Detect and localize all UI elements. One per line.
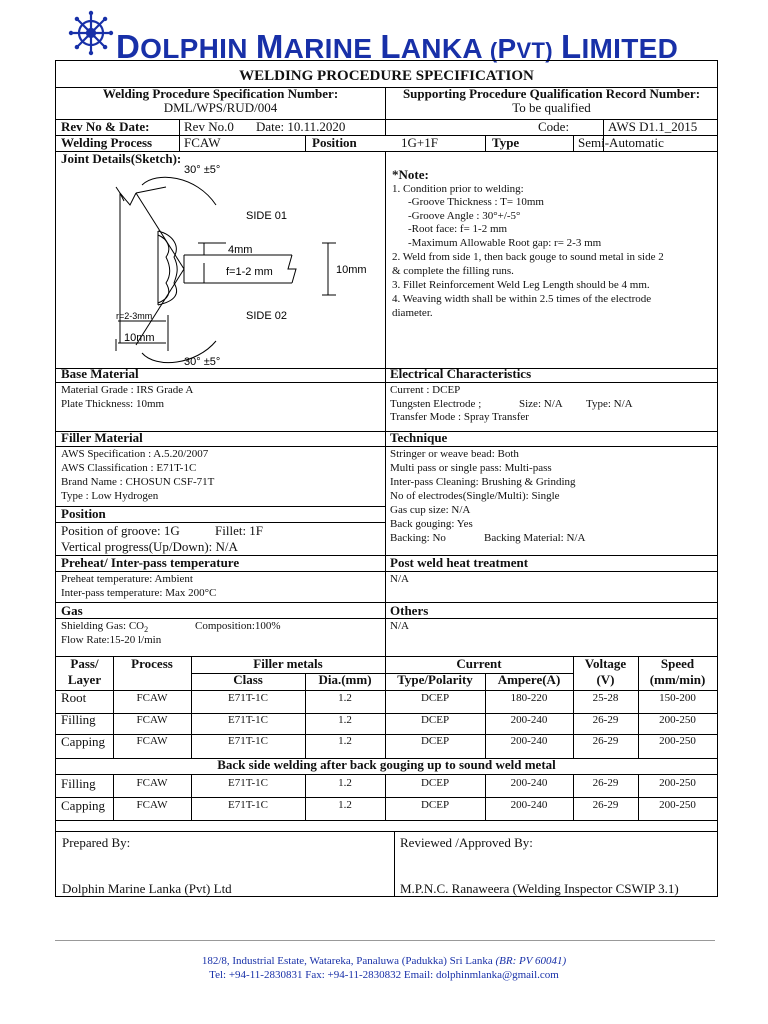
- note-line: diameter.: [392, 307, 433, 319]
- sketch-thickness: 10mm: [336, 264, 367, 276]
- base-material-line: Material Grade : IRS Grade A: [61, 384, 194, 396]
- welding-process-label: Welding Process: [61, 135, 153, 150]
- ship-wheel-logo-icon: [68, 10, 114, 56]
- note-title: *Note:: [392, 167, 429, 182]
- prepared-by-name: Dolphin Marine Lanka (Pvt) Ltd: [62, 881, 232, 896]
- note-line: 3. Fillet Reinforcement Weld Leg Length should be 4 mm.: [392, 279, 650, 291]
- electrical-tungsten: Tungsten Electrode ;: [390, 398, 482, 410]
- joint-details-label: Joint Details(Sketch):: [61, 151, 182, 166]
- footer-contact: Tel: +94-11-2830831 Fax: +94-11-2830832 Email: dolphinmlanka@gmail.com: [209, 969, 559, 981]
- col-voltage: Voltage: [584, 656, 627, 671]
- cell: 150-200: [659, 692, 696, 704]
- col-dia: Dia.(mm): [318, 672, 372, 687]
- note-line: -Maximum Allowable Root gap: r= 2-3 mm: [408, 237, 602, 249]
- gas-flow-rate: Flow Rate:15-20 l/min: [61, 634, 162, 646]
- code-label: Code:: [538, 119, 570, 134]
- footer-divider: [55, 940, 715, 941]
- cell: 26-29: [592, 777, 619, 789]
- position-groove: Position of groove: 1G: [61, 523, 180, 538]
- cell: E71T-1C: [228, 799, 268, 811]
- sketch-root-gap: r=2-3mm: [116, 311, 153, 321]
- technique-line: Multi pass or single pass: Multi-pass: [390, 462, 552, 474]
- position-value: 1G+1F: [401, 135, 438, 150]
- position-fillet: Fillet: 1F: [215, 523, 264, 538]
- note-line: 1. Condition prior to welding:: [392, 183, 524, 195]
- rev-label: Rev No & Date:: [61, 119, 150, 134]
- cell: FCAW: [136, 714, 168, 726]
- cell: DCEP: [420, 735, 450, 747]
- pwht-title: Post weld heat treatment: [390, 555, 529, 570]
- technique-line: Gas cup size: N/A: [390, 504, 471, 516]
- cell: FCAW: [136, 799, 168, 811]
- technique-backing-material: Backing Material: N/A: [484, 532, 586, 544]
- technique-line: Back gouging: Yes: [390, 518, 473, 530]
- preheat-title: Preheat/ Inter-pass temperature: [61, 555, 240, 570]
- welding-process-value: FCAW: [184, 135, 221, 150]
- filler-line: Type : Low Hydrogen: [61, 490, 159, 502]
- cell: E71T-1C: [228, 735, 268, 747]
- cell: DCEP: [420, 799, 450, 811]
- base-material-title: Base Material: [61, 366, 139, 381]
- technique-backing: Backing: No: [390, 532, 446, 544]
- cell: Capping: [61, 798, 106, 813]
- position-vertical: Vertical progress(Up/Down): N/A: [61, 539, 238, 554]
- form-title: WELDING PROCEDURE SPECIFICATION: [239, 68, 534, 84]
- cell: FCAW: [136, 735, 168, 747]
- electrical-size: Size: N/A: [519, 398, 563, 410]
- cell: 25-28: [592, 692, 619, 704]
- sketch-width: 10mm: [124, 332, 155, 344]
- sketch-angle-top: 30° ±5°: [184, 165, 221, 176]
- cell: 1.2: [338, 735, 352, 747]
- cell: DCEP: [420, 692, 450, 704]
- cell: 1.2: [338, 799, 352, 811]
- wps-number-label: Welding Procedure Specification Number:: [102, 86, 339, 101]
- filler-title: Filler Material: [61, 430, 143, 445]
- base-material-line: Plate Thickness: 10mm: [61, 398, 165, 410]
- rev-date: Date: 10.11.2020: [256, 119, 346, 134]
- cell: FCAW: [136, 692, 168, 704]
- cell: 200-250: [659, 777, 696, 789]
- filler-line: AWS Classification : E71T-1C: [61, 462, 197, 474]
- col-class: Class: [233, 672, 263, 687]
- cell: Filling: [61, 776, 96, 791]
- cell: 200-240: [510, 799, 548, 811]
- electrical-title: Electrical Characteristics: [390, 366, 532, 381]
- pqr-number-value: To be qualified: [512, 100, 591, 115]
- technique-line: No of electrodes(Single/Multi): Single: [390, 490, 560, 502]
- cell: Filling: [61, 712, 96, 727]
- sketch-side2: SIDE 02: [246, 310, 287, 322]
- col-speed: Speed: [660, 656, 695, 671]
- cell: E71T-1C: [228, 777, 268, 789]
- position-title: Position: [61, 506, 106, 521]
- note-line: 4. Weaving width shall be within 2.5 times of the electrode: [392, 293, 652, 305]
- col-filler: Filler metals: [253, 656, 323, 671]
- type-value: Semi-Automatic: [578, 135, 664, 150]
- note-line: -Root face: f= 1-2 mm: [408, 223, 508, 235]
- note-line: -Groove Thickness : T= 10mm: [408, 196, 544, 208]
- wps-number-value: DML/WPS/RUD/004: [163, 100, 278, 115]
- cell: 200-240: [510, 735, 548, 747]
- cell: DCEP: [420, 714, 450, 726]
- company-name: DOLPHIN MARINE LANKA (PVT) LIMITED: [116, 28, 679, 65]
- sketch-side1: SIDE 01: [246, 210, 287, 222]
- col-speed-unit: (mm/min): [649, 672, 706, 687]
- cell: 26-29: [592, 735, 619, 747]
- cell: DCEP: [420, 777, 450, 789]
- code-value: AWS D1.1_2015: [608, 119, 698, 134]
- col-type-polarity: Type/Polarity: [397, 672, 473, 687]
- col-ampere: Ampere(A): [497, 672, 561, 687]
- cell: 200-250: [659, 799, 696, 811]
- filler-line: AWS Specification : A.5.20/2007: [61, 448, 209, 460]
- cell: 180-220: [510, 692, 548, 704]
- sketch-angle-bottom: 30° ±5°: [184, 356, 221, 368]
- note-line: 2. Weld from side 1, then back gouge to sound metal in side 2: [392, 251, 664, 263]
- preheat-line: Preheat temperature: Ambient: [61, 573, 193, 585]
- others-value: N/A: [390, 620, 409, 632]
- prepared-by-label: Prepared By:: [62, 835, 131, 850]
- cell: 200-250: [659, 714, 696, 726]
- back-side-title: Back side welding after back gouging up to sound weld metal: [217, 757, 556, 772]
- sketch-root-face: f=1-2 mm: [226, 266, 273, 278]
- cell: 1.2: [338, 714, 352, 726]
- position-label: Position: [312, 135, 357, 150]
- note-line: & complete the filling runs.: [392, 265, 514, 277]
- cell: Root: [61, 690, 87, 705]
- cell: Capping: [61, 734, 106, 749]
- cell: FCAW: [136, 777, 168, 789]
- electrical-type: Type: N/A: [586, 398, 633, 410]
- cell: 26-29: [592, 799, 619, 811]
- others-title: Others: [390, 603, 429, 618]
- footer-address: 182/8, Industrial Estate, Watareka, Panaluwa (Padukka) Sri Lanka (BR: PV 60041): [201, 955, 567, 967]
- rev-number: Rev No.0: [184, 119, 234, 134]
- electrical-current: Current : DCEP: [390, 384, 461, 396]
- cell: 200-240: [510, 777, 548, 789]
- joint-sketch: [96, 165, 380, 369]
- cell: E71T-1C: [228, 714, 268, 726]
- cell: 200-240: [510, 714, 548, 726]
- col-process: Process: [131, 656, 173, 671]
- pqr-number-label: Supporting Procedure Qualification Record Number:: [402, 86, 701, 101]
- preheat-line: Inter-pass temperature: Max 200°C: [61, 587, 217, 599]
- technique-line: Inter-pass Cleaning: Brushing & Grinding: [390, 476, 576, 488]
- pwht-value: N/A: [390, 573, 409, 585]
- cell: 26-29: [592, 714, 619, 726]
- wps-form: [55, 60, 718, 897]
- col-layer: Layer: [67, 672, 102, 687]
- type-label: Type: [492, 135, 520, 150]
- col-voltage-unit: (V): [596, 672, 615, 687]
- cell: 1.2: [338, 777, 352, 789]
- electrical-transfer: Transfer Mode : Spray Transfer: [390, 411, 529, 423]
- letterhead: [60, 8, 720, 65]
- cell: 1.2: [338, 692, 352, 704]
- technique-line: Stringer or weave bead: Both: [390, 448, 519, 460]
- filler-line: Brand Name : CHOSUN CSF-71T: [61, 476, 215, 488]
- note-line: -Groove Angle : 30°+/-5°: [408, 210, 521, 222]
- gas-shielding: Shielding Gas: $CO_2$: [61, 620, 149, 635]
- col-pass: Pass/: [70, 656, 99, 671]
- col-current: Current: [456, 656, 502, 671]
- gas-composition: Composition:100%: [195, 620, 281, 632]
- cell: 200-250: [659, 735, 696, 747]
- sketch-gap4: 4mm: [228, 244, 253, 256]
- technique-title: Technique: [390, 430, 448, 445]
- reviewed-by-label: Reviewed /Approved By:: [400, 835, 533, 850]
- cell: E71T-1C: [228, 692, 268, 704]
- gas-title: Gas: [61, 603, 83, 618]
- reviewed-by-name: M.P.N.C. Ranaweera (Welding Inspector CSWIP 3.1): [400, 881, 679, 896]
